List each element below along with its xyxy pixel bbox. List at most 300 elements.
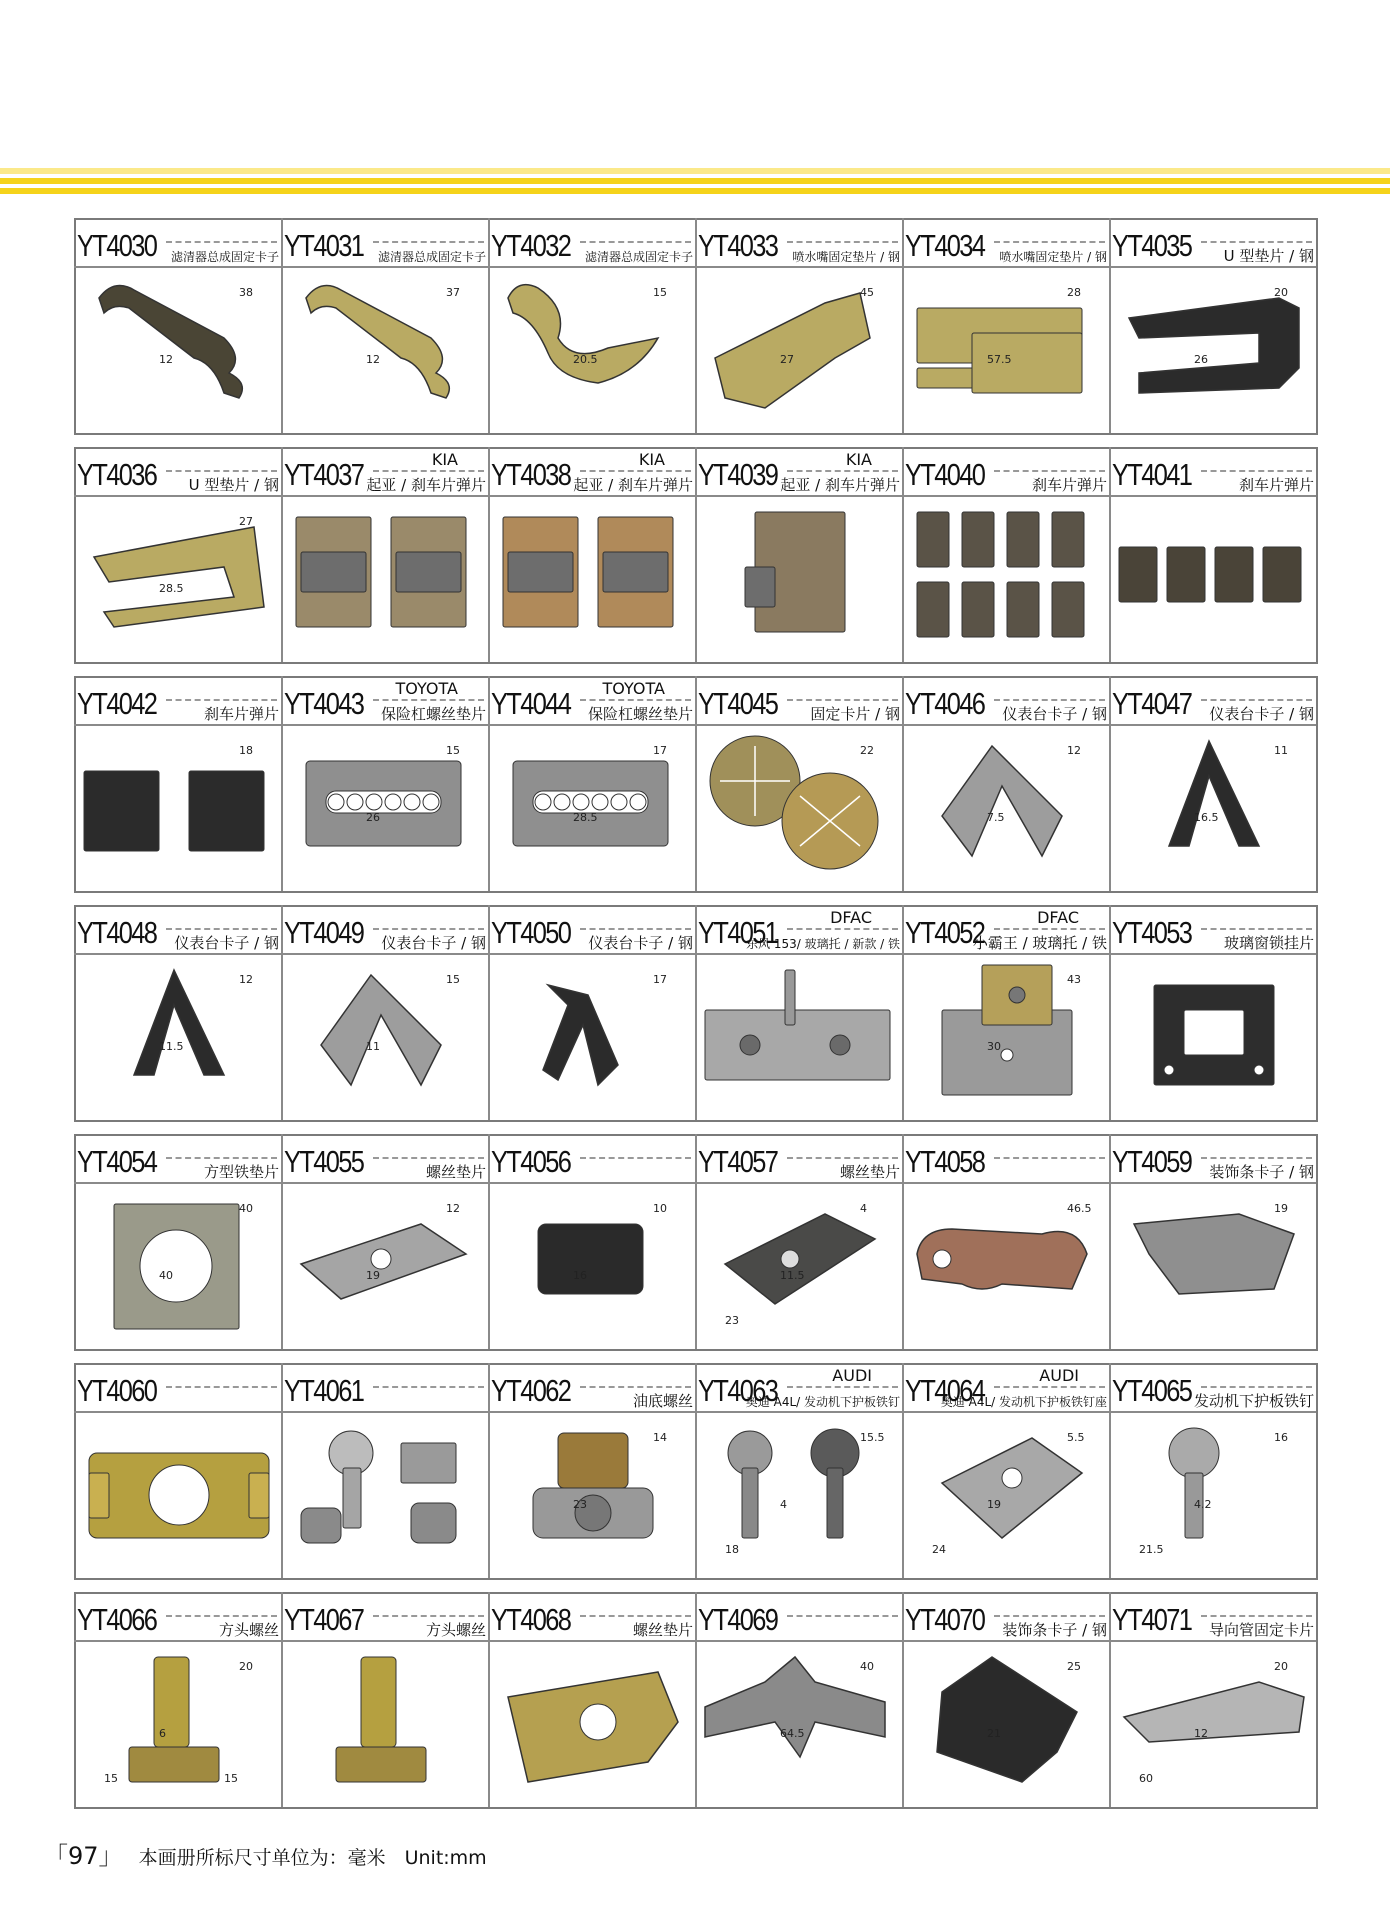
product-description: 方型铁垫片 xyxy=(203,1163,279,1181)
product-photo xyxy=(1109,726,1316,889)
product-photo xyxy=(281,726,488,889)
spring-clip-icon xyxy=(942,746,1062,856)
product-photo xyxy=(695,497,902,660)
product-code: YT4054 xyxy=(77,1144,157,1179)
product-cell xyxy=(1109,1592,1316,1807)
product-header xyxy=(74,1363,281,1411)
product-cell xyxy=(281,447,488,662)
page-footer xyxy=(44,1836,487,1871)
product-header xyxy=(1109,1363,1316,1411)
dimension-label: 18 xyxy=(239,744,253,757)
dimension-label: 14 xyxy=(653,1431,667,1444)
dimension-label: 46.5 xyxy=(1067,1202,1092,1215)
product-code: YT4031 xyxy=(284,228,364,263)
product-description: 发动机下护板铁钉 xyxy=(1193,1392,1314,1410)
square-washer-icon xyxy=(114,1204,239,1329)
brand-label: DFAC xyxy=(830,908,872,927)
product-header xyxy=(902,1592,1109,1640)
product-header xyxy=(488,905,695,953)
product-cell xyxy=(902,1592,1109,1807)
product-code: YT4040 xyxy=(905,457,985,492)
product-image xyxy=(1109,1413,1316,1576)
dashed-divider xyxy=(166,1615,277,1617)
dimension-label: 16 xyxy=(573,1269,587,1282)
product-image xyxy=(695,955,902,1118)
dimension-label: 30 xyxy=(987,1040,1001,1053)
product-photo xyxy=(74,726,281,889)
product-code: YT4047 xyxy=(1112,686,1192,721)
product-cell xyxy=(488,1592,695,1807)
product-header xyxy=(488,676,695,724)
product-header xyxy=(695,676,902,724)
product-photo xyxy=(902,1184,1109,1347)
product-header xyxy=(281,1363,488,1411)
product-code: YT4069 xyxy=(698,1602,778,1637)
pad-four-icon xyxy=(1119,547,1301,602)
product-cell xyxy=(902,1363,1109,1578)
dimension-label: 19 xyxy=(987,1498,1001,1511)
clip-zinc-icon xyxy=(306,286,449,399)
dimension-label: 40 xyxy=(159,1269,173,1282)
dimension-label: 10 xyxy=(653,1202,667,1215)
dimension-label: 20 xyxy=(239,1660,253,1673)
product-image xyxy=(1109,268,1316,431)
product-photo xyxy=(695,1184,902,1347)
product-cell xyxy=(488,1134,695,1349)
product-code: YT4067 xyxy=(284,1602,364,1637)
dimension-label: 40 xyxy=(860,1660,874,1673)
dimension-label: 38 xyxy=(239,286,253,299)
product-header xyxy=(488,1592,695,1640)
product-photo xyxy=(281,1184,488,1347)
product-code: YT4062 xyxy=(491,1373,571,1408)
product-image xyxy=(488,268,695,431)
product-row xyxy=(74,905,1316,1120)
product-cell xyxy=(281,1134,488,1349)
product-photo xyxy=(74,1184,281,1347)
product-photo xyxy=(281,1413,488,1576)
product-image xyxy=(1109,497,1316,660)
product-image xyxy=(281,1413,488,1576)
product-code: YT4049 xyxy=(284,915,364,950)
product-description: 滤清器总成固定卡子 xyxy=(584,250,693,264)
product-photo xyxy=(1109,497,1316,660)
product-cell xyxy=(902,1134,1109,1349)
dashed-divider xyxy=(580,1615,691,1617)
product-code: YT4068 xyxy=(491,1602,571,1637)
product-cell xyxy=(1109,1363,1316,1578)
dashed-divider xyxy=(373,1615,484,1617)
product-image xyxy=(902,1642,1109,1805)
product-code: YT4070 xyxy=(905,1602,985,1637)
hinge-plate-icon xyxy=(942,965,1072,1095)
product-image xyxy=(695,1413,902,1576)
product-cell xyxy=(281,218,488,433)
brand-label: AUDI xyxy=(1039,1366,1079,1385)
dashed-divider xyxy=(787,1386,898,1388)
dashed-divider xyxy=(1201,241,1312,243)
product-code: YT4055 xyxy=(284,1144,364,1179)
product-photo xyxy=(695,955,902,1118)
product-image xyxy=(281,268,488,431)
dashed-divider xyxy=(994,241,1105,243)
product-code: YT4050 xyxy=(491,915,571,950)
product-header xyxy=(281,1134,488,1182)
dashed-divider xyxy=(787,1157,898,1159)
dimension-label: 64.5 xyxy=(780,1727,805,1740)
dashed-divider xyxy=(994,1386,1105,1388)
product-photo xyxy=(488,955,695,1118)
dimension-label: 21 xyxy=(987,1727,1001,1740)
product-description: 螺丝垫片 xyxy=(632,1621,693,1639)
product-header xyxy=(695,447,902,495)
product-header xyxy=(902,218,1109,266)
dashed-divider xyxy=(166,470,277,472)
dimension-label: 17 xyxy=(653,973,667,986)
product-image xyxy=(281,726,488,889)
product-code: YT4052 xyxy=(905,915,985,950)
product-description: 固定卡片 / 钢 xyxy=(810,705,900,723)
product-image xyxy=(1109,1184,1316,1347)
product-image xyxy=(695,1184,902,1347)
product-photo xyxy=(74,268,281,431)
product-header xyxy=(695,218,902,266)
u-nut-zinc-icon xyxy=(508,1672,678,1782)
product-description: 起亚 / 刹车片弹片 xyxy=(573,476,693,494)
dashed-divider xyxy=(787,928,898,930)
product-photo xyxy=(695,1642,902,1805)
product-code: YT4030 xyxy=(77,228,157,263)
product-photo xyxy=(1109,268,1316,431)
dashed-divider xyxy=(373,1386,484,1388)
product-cell xyxy=(1109,218,1316,433)
dashed-divider xyxy=(1201,1386,1312,1388)
product-image xyxy=(74,268,281,431)
product-code: YT4044 xyxy=(491,686,571,721)
product-header xyxy=(488,1134,695,1182)
product-image xyxy=(74,726,281,889)
product-image xyxy=(902,268,1109,431)
dashed-divider xyxy=(1201,1615,1312,1617)
product-cell xyxy=(74,905,281,1120)
dimension-label: 12 xyxy=(366,353,380,366)
product-photo xyxy=(74,955,281,1118)
product-cell xyxy=(902,447,1109,662)
dashed-divider xyxy=(994,470,1105,472)
product-header xyxy=(695,1363,902,1411)
drain-plug-icon xyxy=(533,1433,653,1538)
product-description: 装饰条卡子 / 钢 xyxy=(1209,1163,1314,1181)
dimension-label: 20 xyxy=(1274,1660,1288,1673)
dimension-label: 25 xyxy=(1067,1660,1081,1673)
product-description: 刹车片弹片 xyxy=(203,705,279,723)
clip-bent-icon xyxy=(508,285,658,383)
product-cell xyxy=(74,1363,281,1578)
unit-note: 本画册所标尺寸单位为：毫米 Unit:mm xyxy=(138,1847,487,1869)
dimension-label: 28.5 xyxy=(159,582,184,595)
product-photo xyxy=(1109,1184,1316,1347)
product-cell xyxy=(695,905,902,1120)
product-header xyxy=(902,1363,1109,1411)
dimension-label: 12 xyxy=(1067,744,1081,757)
product-code: YT4034 xyxy=(905,228,985,263)
product-photo xyxy=(902,497,1109,660)
nut-clip-icon xyxy=(942,1438,1082,1538)
product-photo xyxy=(488,268,695,431)
dimension-label: 57.5 xyxy=(987,353,1012,366)
product-description: 方头螺丝 xyxy=(218,1621,279,1639)
product-description: 起亚 / 刹车片弹片 xyxy=(366,476,486,494)
product-cell xyxy=(695,218,902,433)
product-description: 喷水嘴固定垫片 / 钢 xyxy=(999,250,1107,264)
product-cell xyxy=(695,1134,902,1349)
product-header xyxy=(74,447,281,495)
dashed-divider xyxy=(580,699,691,701)
dimension-label: 7.5 xyxy=(987,811,1005,824)
product-image xyxy=(74,497,281,660)
gear-plate-big-icon xyxy=(513,761,668,846)
product-photo xyxy=(488,1184,695,1347)
product-photo xyxy=(74,497,281,660)
product-image xyxy=(902,726,1109,889)
product-header xyxy=(281,1592,488,1640)
product-photo xyxy=(695,726,902,889)
v-clip-dark-icon xyxy=(543,985,618,1085)
product-description: 保险杠螺丝垫片 xyxy=(380,705,486,723)
product-photo xyxy=(281,268,488,431)
product-code: YT4063 xyxy=(698,1373,778,1408)
dimension-label: 20 xyxy=(1274,286,1288,299)
brand-label: KIA xyxy=(638,450,665,469)
product-code: YT4061 xyxy=(284,1373,364,1408)
product-cell xyxy=(902,905,1109,1120)
product-cell xyxy=(281,905,488,1120)
product-image xyxy=(281,1184,488,1347)
product-image xyxy=(1109,726,1316,889)
product-cell xyxy=(695,447,902,662)
dimension-label: 4.2 xyxy=(1194,1498,1212,1511)
dimension-label: 15 xyxy=(104,1772,118,1785)
stud-plate-icon xyxy=(705,970,890,1080)
dimension-label: 12 xyxy=(446,1202,460,1215)
dimension-label: 5.5 xyxy=(1067,1431,1085,1444)
clip-dark-icon xyxy=(99,286,242,399)
dimension-label: 20.5 xyxy=(573,353,598,366)
product-header xyxy=(1109,676,1316,724)
brand-label: TOYOTA xyxy=(395,679,458,698)
dashed-divider xyxy=(580,1157,691,1159)
product-description: 滤清器总成固定卡子 xyxy=(377,250,486,264)
product-description: 滤清器总成固定卡子 xyxy=(170,250,279,264)
product-photo xyxy=(1109,1642,1316,1805)
product-cell xyxy=(488,218,695,433)
product-header xyxy=(902,447,1109,495)
product-photo xyxy=(902,1642,1109,1805)
product-photo xyxy=(281,1642,488,1805)
page-number: 「97」 xyxy=(44,1842,123,1870)
product-header xyxy=(902,1134,1109,1182)
screw-single-icon xyxy=(1169,1428,1219,1538)
product-description: 装饰条卡子 / 钢 xyxy=(1002,1621,1107,1639)
product-image xyxy=(695,497,902,660)
dashed-divider xyxy=(373,928,484,930)
dashed-divider xyxy=(1201,1157,1312,1159)
dashed-divider xyxy=(580,928,691,930)
screws-icon xyxy=(728,1429,859,1538)
product-cell xyxy=(281,676,488,891)
product-image xyxy=(74,1184,281,1347)
clamp-zinc-icon xyxy=(89,1453,269,1538)
product-header xyxy=(1109,1134,1316,1182)
product-code: YT4035 xyxy=(1112,228,1192,263)
product-code: YT4071 xyxy=(1112,1602,1192,1637)
product-code: YT4048 xyxy=(77,915,157,950)
dashed-divider xyxy=(373,699,484,701)
dimension-label: 37 xyxy=(446,286,460,299)
dimension-label: 18 xyxy=(725,1543,739,1556)
speed-nut-icon xyxy=(301,1224,466,1299)
dimension-label: 60 xyxy=(1139,1772,1153,1785)
brand-label: KIA xyxy=(431,450,458,469)
product-description: 刹车片弹片 xyxy=(1031,476,1107,494)
product-code: YT4051 xyxy=(698,915,778,950)
dashed-divider xyxy=(580,241,691,243)
product-photo xyxy=(902,955,1109,1118)
product-description: 喷水嘴固定垫片 / 钢 xyxy=(792,250,900,264)
dimension-label: 43 xyxy=(1067,973,1081,986)
dashed-divider xyxy=(373,470,484,472)
product-code: YT4053 xyxy=(1112,915,1192,950)
dimension-label: 23 xyxy=(725,1314,739,1327)
wire-clip-icon xyxy=(705,1657,885,1757)
product-photo xyxy=(902,1413,1109,1576)
dimension-label: 27 xyxy=(239,515,253,528)
product-row xyxy=(74,1134,1316,1349)
product-cell xyxy=(281,1592,488,1807)
product-row xyxy=(74,447,1316,662)
dimension-label: 11 xyxy=(1274,744,1288,757)
dashed-divider xyxy=(994,1615,1105,1617)
pad-pair-copper-icon xyxy=(503,517,673,627)
product-header xyxy=(902,905,1109,953)
dimension-label: 40 xyxy=(239,1202,253,1215)
product-description: 仪表台卡子 / 钢 xyxy=(588,934,693,952)
product-cell xyxy=(488,447,695,662)
product-description: 奥迪 A4L/ 发动机下护板铁钉座 xyxy=(940,1395,1107,1409)
z-clip-icon xyxy=(1134,1214,1294,1294)
product-description: 玻璃窗锁挂片 xyxy=(1223,934,1314,952)
product-cell xyxy=(74,1592,281,1807)
dashed-divider xyxy=(787,1615,898,1617)
product-description: U 型垫片 / 钢 xyxy=(188,476,279,494)
fork-zinc-icon xyxy=(917,308,1082,393)
product-description: 刹车片弹片 xyxy=(1238,476,1314,494)
product-image xyxy=(281,497,488,660)
product-header xyxy=(74,905,281,953)
product-header xyxy=(1109,905,1316,953)
product-image xyxy=(695,726,902,889)
dimension-label: 11 xyxy=(366,1040,380,1053)
header-stripes xyxy=(0,168,1390,198)
dashed-divider xyxy=(1201,699,1312,701)
product-cell xyxy=(74,447,281,662)
dimension-label: 15.5 xyxy=(860,1431,885,1444)
plate-zinc-icon xyxy=(715,293,870,408)
product-code: YT4059 xyxy=(1112,1144,1192,1179)
brand-label: DFAC xyxy=(1037,908,1079,927)
product-cell xyxy=(695,676,902,891)
product-code: YT4038 xyxy=(491,457,571,492)
product-code: YT4033 xyxy=(698,228,778,263)
product-code: YT4043 xyxy=(284,686,364,721)
product-photo xyxy=(695,268,902,431)
dimension-label: 15 xyxy=(446,744,460,757)
product-cell xyxy=(74,676,281,891)
dashed-divider xyxy=(166,699,277,701)
product-image xyxy=(281,955,488,1118)
product-photo xyxy=(488,1413,695,1576)
product-code: YT4058 xyxy=(905,1144,985,1179)
bracket-copper-icon xyxy=(917,1229,1087,1289)
dashed-divider xyxy=(787,241,898,243)
product-header xyxy=(1109,218,1316,266)
product-cell xyxy=(1109,676,1316,891)
dimension-label: 16.5 xyxy=(1194,811,1219,824)
product-image xyxy=(902,955,1109,1118)
dimension-label: 26 xyxy=(1194,353,1208,366)
gear-plate-icon xyxy=(306,761,461,846)
product-image xyxy=(488,726,695,889)
product-image xyxy=(902,497,1109,660)
product-code: YT4046 xyxy=(905,686,985,721)
dimension-label: 23 xyxy=(573,1498,587,1511)
product-code: YT4041 xyxy=(1112,457,1192,492)
product-image xyxy=(488,1413,695,1576)
speed-nut-dark-icon xyxy=(725,1214,875,1304)
product-description: 东风 153/ 玻璃托 / 新款 / 铁 xyxy=(746,937,900,951)
dashed-divider xyxy=(166,1157,277,1159)
product-code: YT4064 xyxy=(905,1373,985,1408)
brand-label: KIA xyxy=(845,450,872,469)
dimension-label: 6 xyxy=(159,1727,166,1740)
product-cell xyxy=(1109,1134,1316,1349)
product-row xyxy=(74,676,1316,891)
dimension-label: 12 xyxy=(1194,1727,1208,1740)
dimension-label: 27 xyxy=(780,353,794,366)
dashed-divider xyxy=(580,470,691,472)
product-grid xyxy=(74,218,1316,1821)
spring-clip-dark-icon xyxy=(134,970,224,1075)
spring-clip-icon xyxy=(321,975,441,1085)
product-cell xyxy=(1109,905,1316,1120)
dashed-divider xyxy=(166,928,277,930)
product-row xyxy=(74,1363,1316,1578)
product-image xyxy=(74,1642,281,1805)
product-image xyxy=(1109,955,1316,1118)
product-cell xyxy=(74,218,281,433)
dashed-divider xyxy=(994,928,1105,930)
product-photo xyxy=(1109,955,1316,1118)
dimension-label: 4 xyxy=(780,1498,787,1511)
product-header xyxy=(281,905,488,953)
product-description: 起亚 / 刹车片弹片 xyxy=(780,476,900,494)
dimension-label: 28.5 xyxy=(573,811,598,824)
dimension-label: 15 xyxy=(446,973,460,986)
t-bolt-icon xyxy=(129,1657,219,1782)
dashed-divider xyxy=(580,1386,691,1388)
t-bolt-icon xyxy=(336,1657,426,1782)
product-header xyxy=(281,676,488,724)
